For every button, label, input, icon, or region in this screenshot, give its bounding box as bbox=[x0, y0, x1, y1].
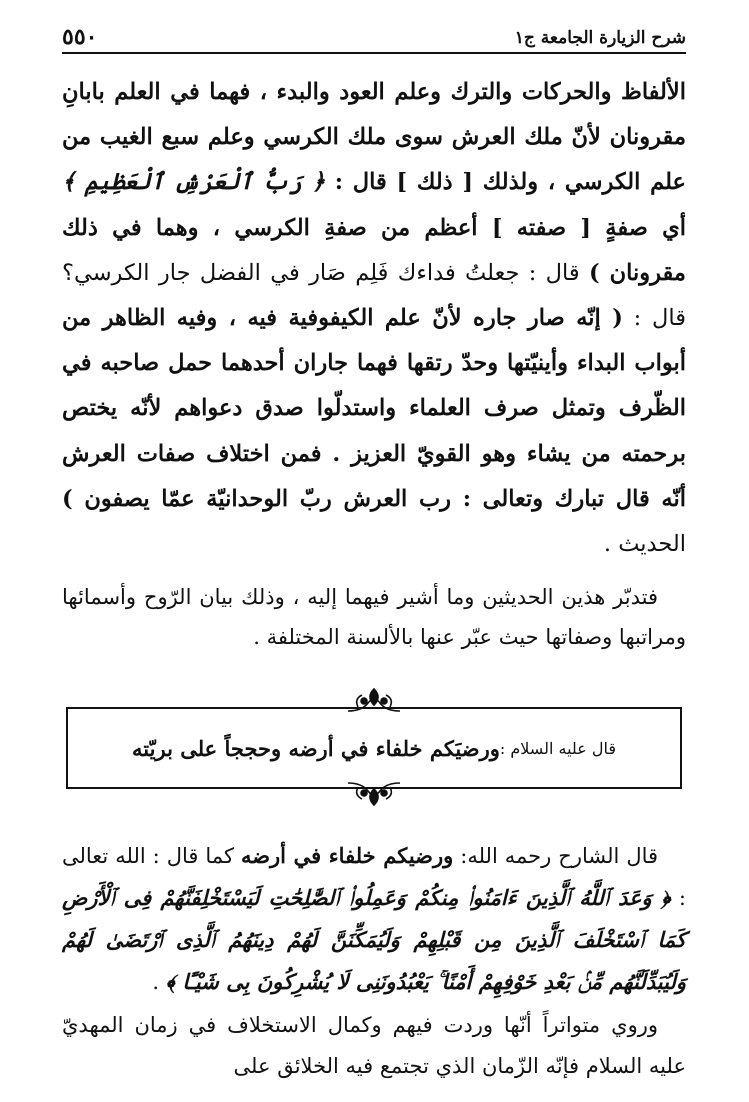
page-header bbox=[62, 22, 686, 54]
section-heading-frame bbox=[62, 685, 686, 809]
text-run: قال الشارح رحمه الله: bbox=[453, 844, 659, 869]
paragraph: وروي متواتراً أنّها وردت فيهم وكمال الاستخلاف في زمان المهديّ عليه السلام فإنّه الزّمان الذي تجتمع فيه الخلائق على bbox=[62, 1013, 686, 1079]
bottom-ornament-icon bbox=[344, 777, 404, 809]
text-run: أي صفةٍ [ صفته ] أعظم من صفةِ الكرسي ، وهما في ذلك مقرونان ) bbox=[62, 214, 686, 286]
text-run: كما قال : الله تعالى : bbox=[62, 844, 686, 911]
page-number: ٥٥٠ bbox=[62, 24, 98, 50]
text-run: الحديث . bbox=[603, 531, 686, 558]
text-run: الألفاظ والحركات والترك وعلم العود والبدء ، فهما في العلم بابانِ مقرونان لأنّ ملك العرش سوى ملك الكرسي وعلم سبع الغيب من علم الكرسي ، ولذلك [ ذلك ] قال : bbox=[62, 79, 686, 196]
paragraph: فتدبّر هذين الحديثين وما أشير فيهما إليه ، وذلك بيان الرّوح وأسمائها ومراتبها وصفاتها حيث عبّر عنها بالألسنة المختلفة . bbox=[62, 585, 686, 650]
quoted-phrase: ورضيكم خلفاء في أرضه bbox=[240, 843, 454, 869]
book-page bbox=[62, 22, 686, 1082]
text-run: . bbox=[152, 970, 166, 995]
hadith-quote: ( إنّه صار جاره لأنّ علم الكيفوفية فيه ، وفيه الظاهر من أبواب البداء وأينيّتها وحدّ رتقها فهما جاران أحدهما حمل صاحبه في الظّرف وتمثل صرف العلماء واستدلّوا صدق دعواهم لأنّه يختص برحمته من يشاء وهو القويّ العزيز . فمن اختلاف صفات العرش أنّه قال تبارك وتعالى : رب العرش ربّ الوحدانيّة عمّا يصفون ) bbox=[62, 305, 686, 512]
heading-intro: قال عليه السلام : bbox=[499, 738, 616, 758]
quran-quote: ﴿ وَعَدَ ٱللَّهُ ٱلَّذِينَ ءَامَنُوا۟ مِنكُمْ وَعَمِلُوا۟ ٱلصَّٰلِحَٰتِ لَيَسْتَخْلِفَنَّهُمْ فِى ٱلْأَرْضِ كَمَا ٱسْتَخْلَفَ ٱلَّذِينَ مِن قَبْلِهِمْ وَلَيُمَكِّنَنَّ لَهُمْ دِينَهُمُ ٱلَّذِى ٱرْتَضَىٰ لَهُمْ وَلَيُبَدِّلَنَّهُم مِّنۢ بَعْدِ خَوْفِهِمْ أَمْنًا ۚ يَعْبُدُونَنِى لَا يُشْرِكُونَ بِى شَيْـًٔا ﴾ bbox=[62, 885, 686, 995]
heading-text: ورضيَكم خلفاء في أرضه وحججاً على بريّته bbox=[132, 735, 500, 761]
main-paragraph bbox=[62, 70, 686, 567]
quran-quote: ﴿ رَبُّ ٱلْعَرْشِ ٱلْعَظِيمِ ﴾ bbox=[62, 169, 326, 196]
running-title: شرح الزيارة الجامعة ج١ bbox=[514, 28, 686, 48]
text-run: قال : جعلتُ فداءك فَلِم صَار في الفضل جار الكرسي؟ قال : bbox=[62, 259, 687, 332]
commentary-paragraph bbox=[62, 835, 686, 1003]
